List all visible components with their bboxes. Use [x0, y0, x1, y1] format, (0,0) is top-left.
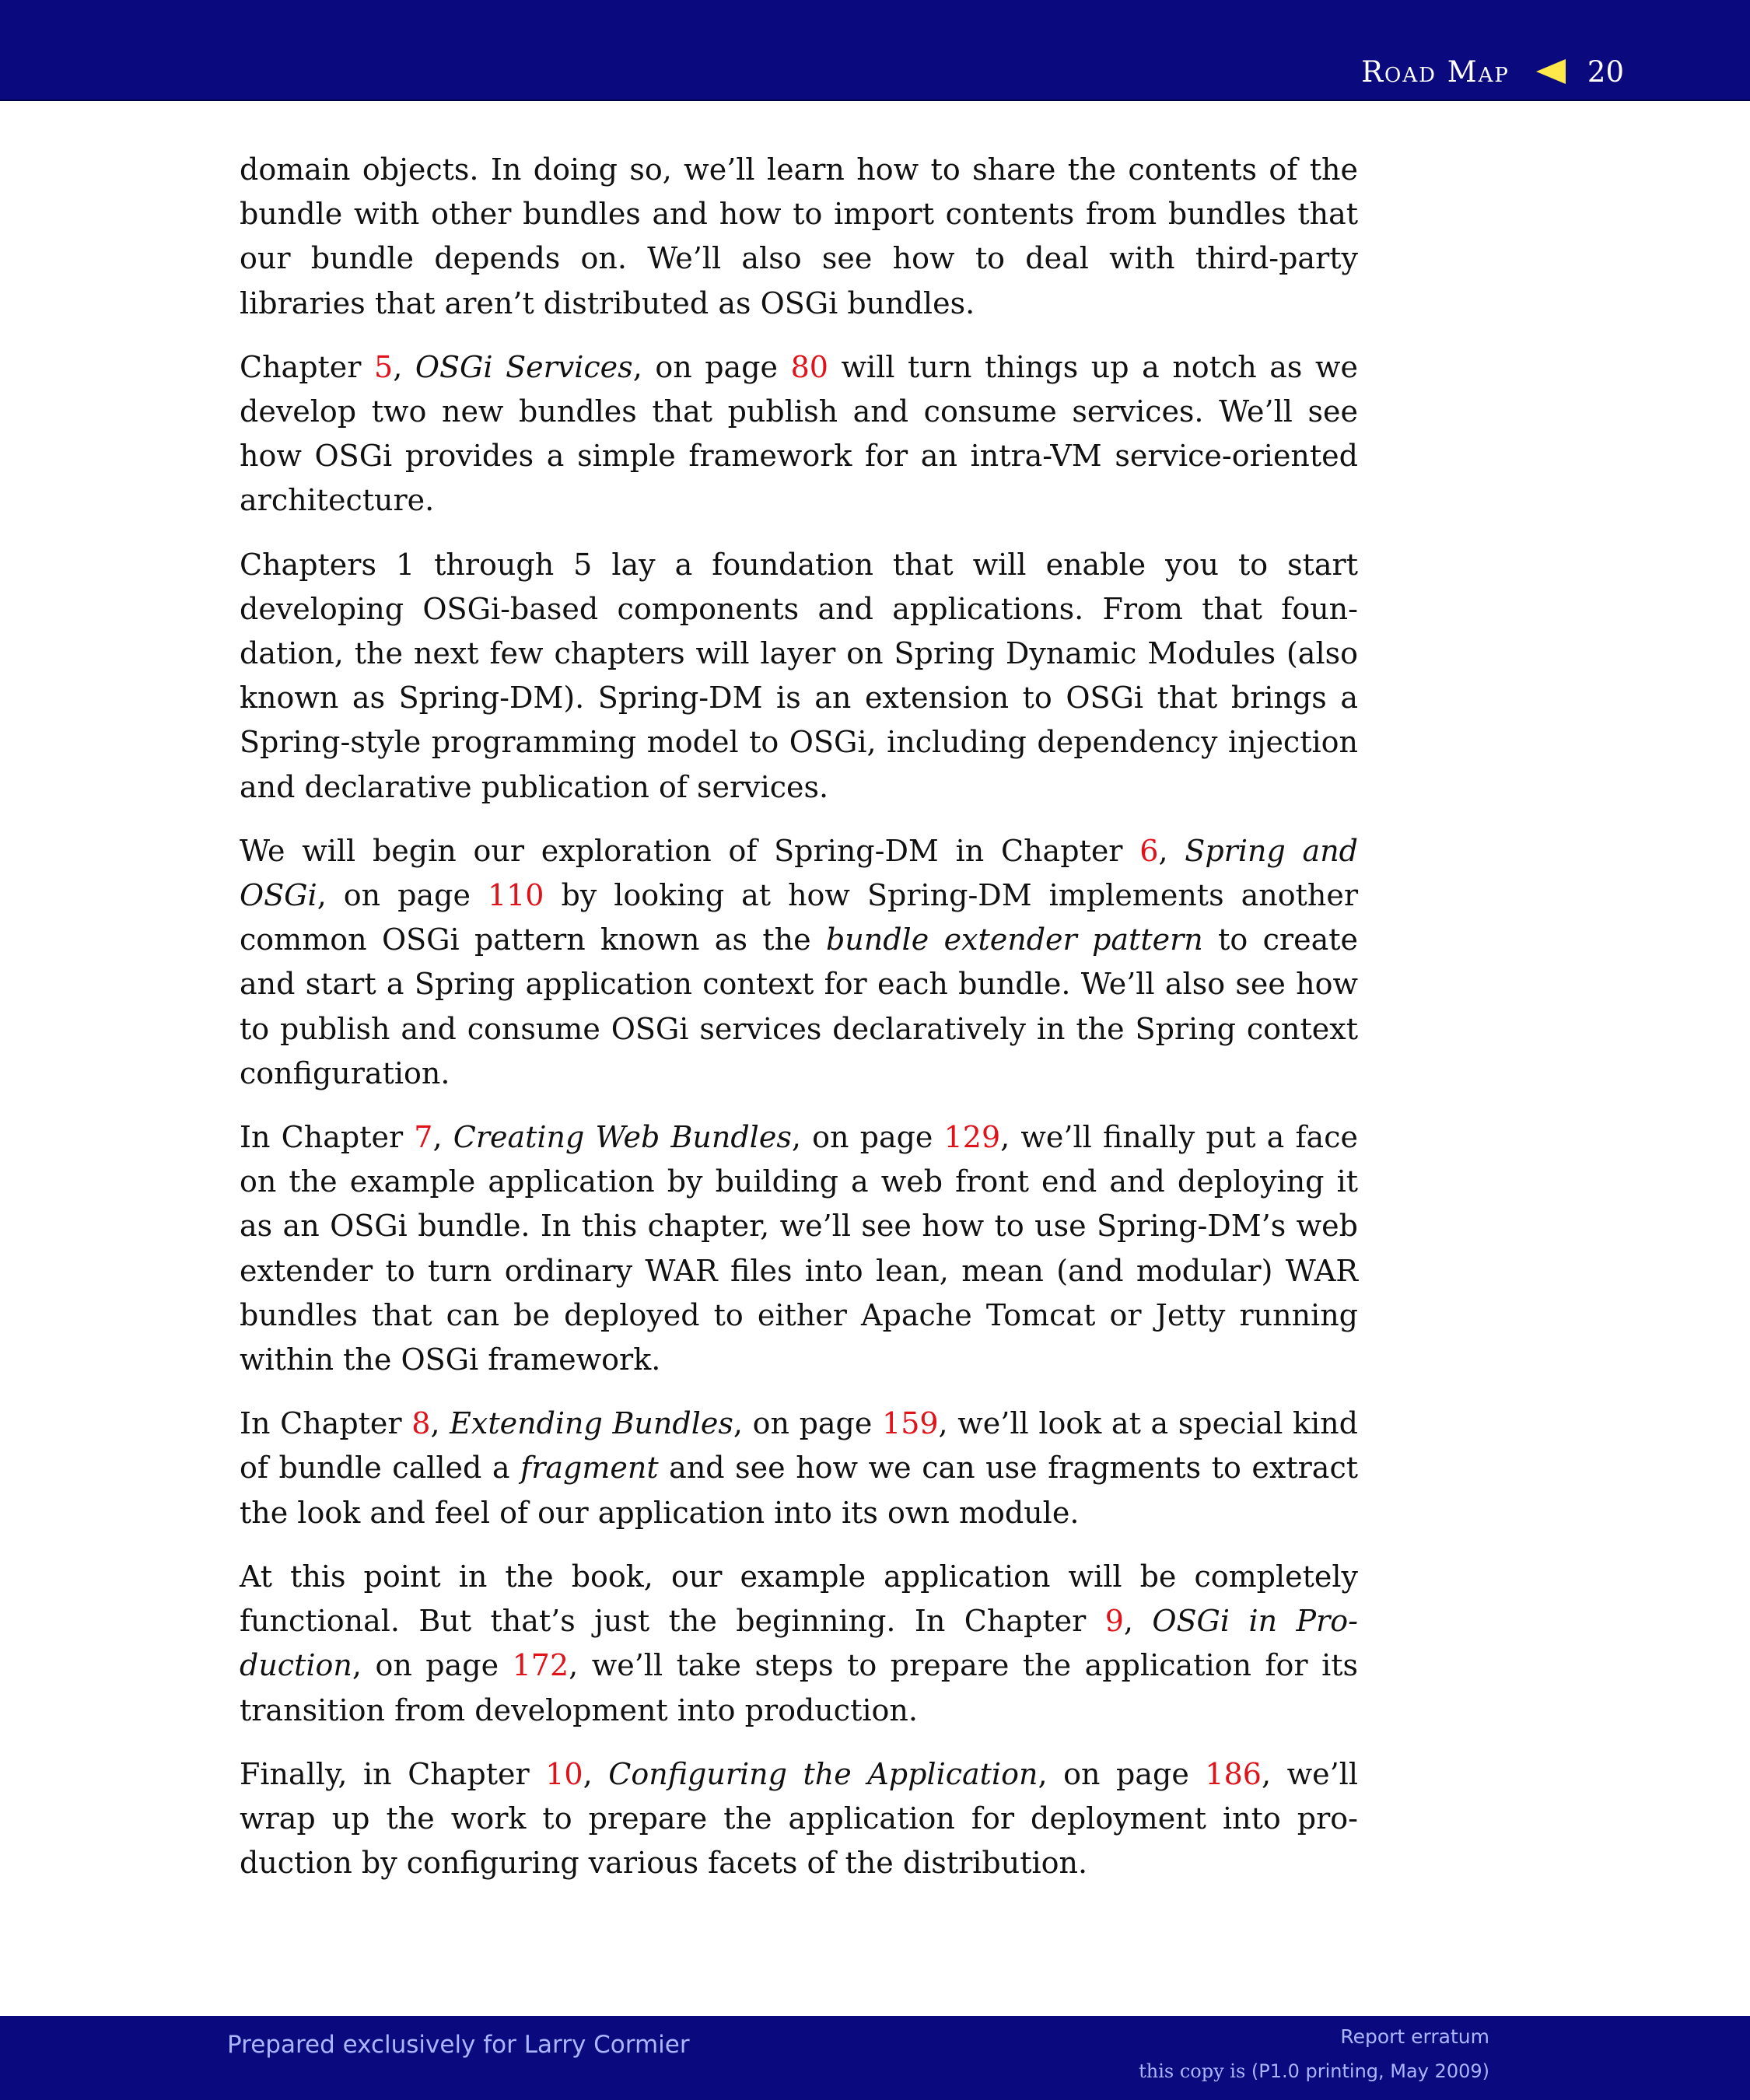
paragraph-text: , on page [791, 1120, 944, 1155]
paragraph-text: and see how we can use fragments to extract the look and feel of our application into its own module. [240, 1451, 1358, 1530]
paragraph-text: , on page [352, 1648, 513, 1683]
paragraph [240, 829, 1358, 1096]
paragraph [240, 1402, 1358, 1535]
chapter-link[interactable]: 5 [374, 349, 394, 384]
page-link[interactable]: 159 [882, 1406, 939, 1441]
paragraph-text: , [430, 1406, 450, 1441]
paragraph-text: , on page [733, 1406, 883, 1441]
paragraph-text: will turn things up a notch as we develop two new bundles that publish and consume services. We’ll see how OSGi provides a simple framework for an intra-VM service-oriented architecture. [240, 349, 1358, 518]
term: bundle extender pattern [825, 922, 1203, 957]
paragraph-text: , on page [317, 878, 488, 913]
paragraph-text: , on page [632, 349, 791, 384]
chapter-title: Creating Web Bundles [453, 1120, 792, 1155]
prepared-for-text: Prepared exclusively for Larry Cormier [227, 2031, 690, 2059]
paragraph-text: , we’ll wrap up the work to prepare the application for deployment into production by configuring various facets of the distribution. [240, 1756, 1358, 1881]
chapter-title: OSGi Services [415, 349, 633, 384]
term: fragment [520, 1451, 659, 1486]
report-erratum-link[interactable]: Report erratum [1340, 2025, 1489, 2048]
paragraph-text: , [1123, 1604, 1153, 1639]
paragraph-text: , we’ll finally put a face on the example application by building a web front end and deploying it as an OSGi bundle. In this chapter, we’ll see how to use Spring-DM’s web extender to turn ordinary WAR files into lean, mean (and modular) WAR bundles that can be deployed to either Apache Tomcat or Jetty running within the OSGi framework. [240, 1120, 1358, 1377]
page-link[interactable]: 172 [512, 1648, 569, 1683]
paragraph-text: , we’ll look at a special kind of bundle called a [240, 1406, 1358, 1486]
paragraph-text: Chapters 1 through 5 lay a foundation that will enable you to start developing OSGi-based components and applications. From that foundation, the next few chapters will layer on Spring Dynamic Modules (also known as Spring-DM). Spring-DM is an extension to OSGi that brings a Spring-style programming model to OSGi, including dependency injection and declarative publication of services. [240, 547, 1358, 804]
chapter-link[interactable]: 6 [1139, 833, 1159, 868]
paragraph-text: At this point in the book, our example application will be completely functional. But that’s just the beginning. In Chapter [240, 1559, 1358, 1639]
paragraph [240, 148, 1358, 326]
header-nav [1361, 48, 1624, 95]
page-link[interactable]: 186 [1205, 1756, 1262, 1791]
paragraph-text: In Chapter [240, 1406, 412, 1441]
paragraph-text: , [583, 1756, 609, 1791]
paragraph-text: In Chapter [240, 1120, 415, 1155]
chapter-link[interactable]: 8 [411, 1406, 431, 1441]
chapter-title: Spring and OSGi [240, 833, 1358, 913]
paragraph [240, 543, 1358, 810]
page-number: 20 [1587, 54, 1624, 89]
page-body [240, 148, 1358, 1905]
page-link[interactable]: 80 [790, 349, 828, 384]
paragraph [240, 345, 1358, 523]
printing-info: (P1.0 printing, May 2009) [1251, 2060, 1489, 2082]
paragraph-text: , we’ll take steps to prepare the application for its transition from development into production. [240, 1648, 1358, 1727]
paragraph [240, 1555, 1358, 1733]
paragraph-text: We will begin our exploration of Spring-DM in Chapter [240, 833, 1140, 868]
paragraph-text: Chapter [240, 349, 375, 384]
page-link[interactable]: 129 [943, 1120, 1001, 1155]
paragraph [240, 1752, 1358, 1886]
chapter-link[interactable]: 10 [545, 1756, 583, 1791]
copy-info [1139, 2060, 1489, 2082]
chapter-title: Extending Bundles [450, 1406, 733, 1441]
chapter-link[interactable]: 9 [1104, 1604, 1124, 1639]
section-title: Road Map [1361, 54, 1510, 89]
chapter-link[interactable]: 7 [414, 1120, 433, 1155]
back-arrow-icon[interactable] [1536, 59, 1566, 84]
paragraph-text: , [1158, 833, 1185, 868]
page-link[interactable]: 110 [487, 878, 544, 913]
paragraph [240, 1115, 1358, 1382]
chapter-title: Configuring the Application [608, 1756, 1038, 1791]
paragraph-text: to create and start a Spring application context for each bundle. We’ll also see how to publish and consume OSGi services declaratively in the Spring context configuration. [240, 922, 1358, 1090]
header-bar [0, 0, 1750, 101]
copy-prefix: this copy is [1139, 2060, 1251, 2082]
paragraph-text: Finally, in Chapter [240, 1756, 546, 1791]
paragraph-text: , on page [1038, 1756, 1206, 1791]
paragraph-text: by looking at how Spring-DM implements another common OSGi pattern known as the [240, 878, 1358, 957]
paragraph-text: , [432, 1120, 453, 1155]
paragraph-text: domain objects. In doing so, we’ll learn how to share the contents of the bundle with other bundles and how to import contents from bundles that our bundle depends on. We’ll also see how to deal with third-party libraries that aren’t distributed as OSGi bundles. [240, 152, 1358, 320]
paragraph-text: , [393, 349, 415, 384]
chapter-title: OSGi in Production [240, 1604, 1358, 1683]
